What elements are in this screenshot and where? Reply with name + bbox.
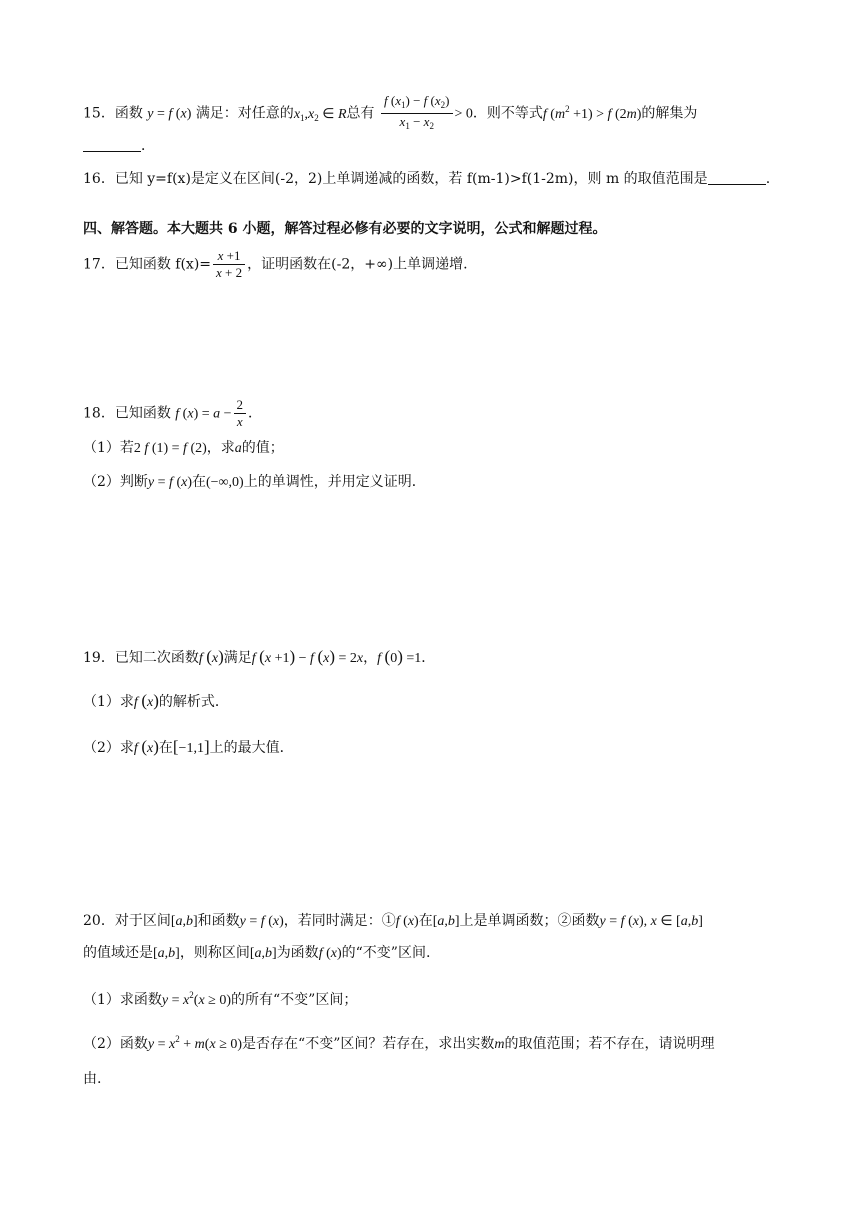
text: （1）求	[83, 694, 134, 710]
text: （2）求	[83, 740, 134, 756]
math-function: f (x)	[133, 691, 159, 710]
text: （1）求函数	[83, 992, 162, 1008]
math-interval: [a,b]	[153, 946, 180, 961]
text: 的解析式．	[158, 694, 229, 710]
math-fraction: $\frac{x +1}{x + 2}$	[213, 248, 245, 281]
text: （1）若	[83, 440, 134, 456]
text: 的取值范围；若不存在，请说明理	[504, 1036, 715, 1052]
text: 在	[158, 740, 173, 756]
question-18-part-2	[83, 472, 426, 493]
question-15-line1	[83, 93, 697, 134]
math-interval: [a,b]	[170, 914, 198, 929]
math-interval: [−1,1]	[172, 737, 210, 756]
math-inequality: > 0	[454, 106, 473, 122]
text: 上的单调性，并用定义证明．	[243, 474, 426, 490]
math-equation: f (x +1) − f (x) = 2x	[251, 647, 364, 666]
text: 满足	[223, 650, 252, 666]
math-interval: [a,b]	[249, 946, 277, 961]
question-number: 16．	[83, 171, 115, 187]
text: ．	[141, 138, 155, 154]
text: 的解集为	[641, 105, 698, 122]
text: 的“不变”区间.	[341, 945, 431, 961]
question-number: 19．	[83, 650, 115, 666]
text: 满足：对任意的	[195, 105, 294, 122]
text: 和函数	[197, 913, 240, 929]
math-function: f (x)	[133, 737, 159, 756]
math-equation: f (0) =1	[377, 647, 422, 666]
question-number: 18．	[83, 405, 115, 422]
math-function: y = f (x)	[147, 106, 192, 122]
text: 上的最大值．	[209, 740, 294, 756]
text: ．则不等式	[472, 105, 543, 122]
math-function: f (x) = a −	[175, 406, 232, 422]
question-20-part-2-cont	[83, 1069, 101, 1089]
math-fraction: $\frac{f (x_1) - f (x_2)}{x_1 - x_2}$	[381, 93, 453, 134]
text: 已知函数 f(x)=	[114, 256, 212, 273]
text: （2）函数	[83, 1036, 148, 1052]
text: 是否存在“不变”区间？若存在，求出实数	[242, 1036, 495, 1052]
math-variables: $x_1,x_2$ ∈ R	[293, 106, 347, 123]
math-equation: 2 f (1) = f (2)	[133, 441, 207, 456]
text: （2）判断	[83, 474, 148, 490]
text: 对于区间	[114, 913, 171, 929]
question-18-part-1	[83, 438, 284, 459]
math-variable: m	[494, 1037, 505, 1052]
question-17	[83, 248, 468, 281]
text: ，求	[206, 440, 235, 456]
text: ．	[248, 405, 263, 422]
question-20-part-2	[83, 1029, 715, 1055]
text: 总有	[346, 105, 375, 122]
question-18	[83, 397, 262, 430]
answer-blank	[83, 137, 141, 152]
question-19	[83, 647, 435, 669]
math-function: f (x)	[198, 647, 224, 666]
question-15-line2	[83, 136, 155, 156]
text: ，证明函数在(-2，+∞)上单调递增.	[247, 256, 468, 273]
question-number: 20．	[83, 913, 115, 929]
text: 的值域还是	[83, 945, 153, 961]
question-20-part-1	[83, 985, 357, 1011]
text: 已知 y=f(x)是定义在区间(-2，2)上单调递减的函数，若 f(m-1)>f(1-2m)，则 m 的取值范围是	[114, 171, 708, 187]
math-function: f (x)	[395, 914, 419, 929]
text: ，则称区间	[179, 945, 250, 961]
math-function: y = f (x), x ∈ [a,b]	[599, 914, 703, 929]
question-19-part-1	[83, 691, 229, 713]
text: ．	[421, 650, 436, 666]
text: 由.	[83, 1071, 102, 1087]
text: 为函数	[276, 945, 319, 961]
math-function: $y = x^2(x \ge 0)$	[161, 990, 232, 1008]
question-number: 17．	[83, 256, 115, 273]
text: 在	[192, 474, 206, 490]
section-heading: 四、解答题。本大题共 6 小题，解答过程必修有必要的文字说明，公式和解题过程。	[83, 221, 607, 237]
math-inequality: f $(m^2 +1) > f$ (2m)	[542, 103, 642, 122]
text: 的值；	[241, 440, 284, 456]
question-16	[83, 169, 770, 189]
question-number: 15．	[83, 105, 115, 122]
math-function: $y = x^2 + m(x \ge 0)$	[147, 1034, 243, 1052]
text: ，	[363, 650, 378, 666]
math-interval: (−∞,0)	[206, 475, 244, 490]
question-19-part-2	[83, 737, 294, 759]
text: 已知函数	[114, 405, 171, 422]
text: 上是单调函数；②函数	[459, 913, 600, 929]
math-interval: [a,b]	[432, 914, 460, 929]
math-function: y = f (x)	[239, 914, 284, 929]
text: .	[765, 171, 771, 187]
text: 已知二次函数	[114, 650, 199, 666]
text: 的所有“不变”区间；	[231, 992, 358, 1008]
answer-blank	[708, 170, 766, 185]
text: ，若同时满足：①	[283, 913, 396, 929]
text: 在	[418, 913, 433, 929]
math-fraction: $\frac{2}{x}$	[234, 397, 247, 430]
math-function: f (x)	[318, 946, 342, 961]
question-20-line1	[83, 911, 703, 932]
math-variable: a	[234, 441, 242, 456]
text: 函数	[114, 105, 143, 122]
question-20-line2	[83, 943, 430, 964]
math-function: y = f (x)	[147, 475, 192, 490]
